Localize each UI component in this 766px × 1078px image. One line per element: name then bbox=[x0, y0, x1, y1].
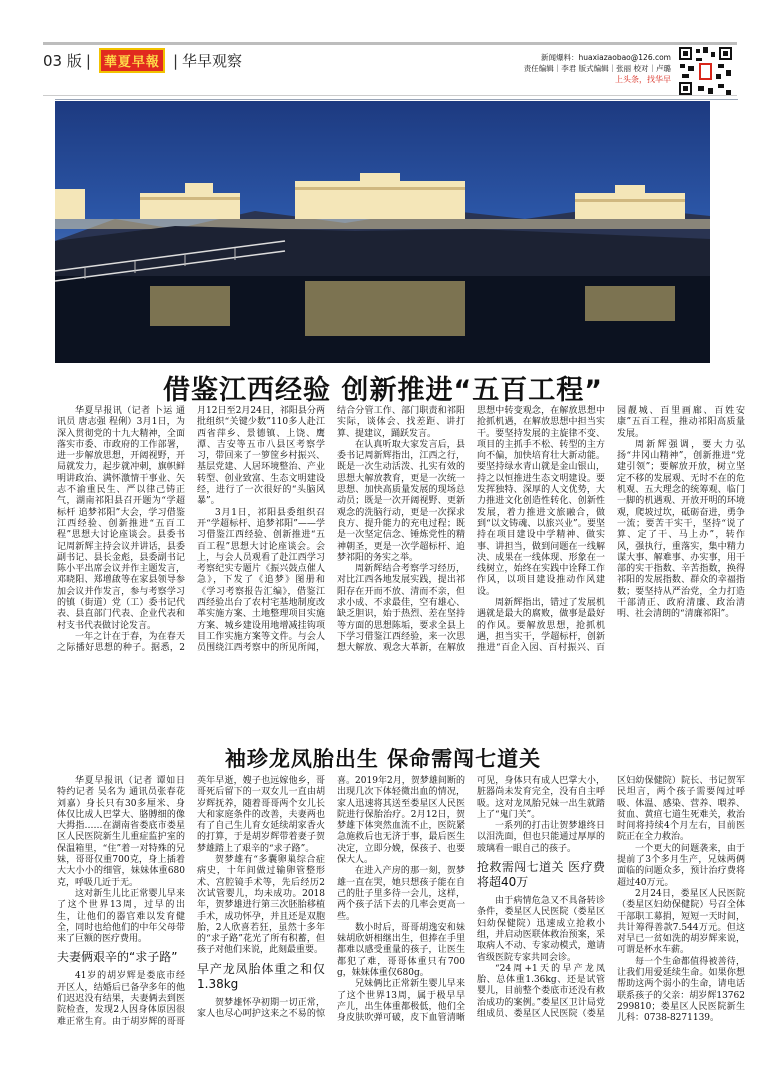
paragraph: 由于病情危急又不具备转诊条件，娄星区人民医院（娄星区妇幼保健院）迅速成立抢救小组，并启动医联体救治预案，采取病人不动、专家动模式，邀请省级医院专家共同会诊。 bbox=[477, 896, 605, 963]
subheading: 抢救需闯七道关 医疗费将超40万 bbox=[477, 860, 605, 890]
top-rule bbox=[43, 42, 737, 45]
paragraph: “24周+1天的早产龙凤胎、总体重1.36kg、还是试管婴儿，目前整个娄底市还没有救治成功的案例。”娄星区卫计局党组成员、娄星区人民医院（娄星区妇幼保健院）院长、书记贺军民坦言，两个孩子需要闯过呼吸、体温、感染、营养、喂养、贫血、黄疸七道生死难关，救治时间将持续4个月左右，目前医院正在全力救治。 bbox=[477, 776, 745, 1020]
paragraph: 每一个生命都值得被善待，让我们用爱延续生命。如果你想帮助这两个弱小的生命，请电话联系孩子的父亲：胡岁辉13762299810；娄星区人民医院新生儿科：0738-8271139。 bbox=[617, 956, 745, 1024]
article-2-body bbox=[57, 776, 745, 1076]
paragraph: 这对新生儿比正常婴儿早来了这个世界13周，过早的出生，让他们的器官难以发育健全，同时也给他们的中年父母带来了巨额的医疗费用。 bbox=[57, 888, 185, 945]
divider: | bbox=[172, 51, 178, 70]
slogan: 上头条，找华早 bbox=[615, 75, 671, 84]
subheading: 夫妻俩艰辛的“求子路” bbox=[57, 950, 178, 965]
paragraph: 2月24日，娄星区人民医院（娄星区妇幼保健院）号召全体干部职工募捐，短短一天时间，共计筹得善款7.544万元。但这对早已一贫如洗的胡岁辉来说，可谓是杯水车薪。 bbox=[617, 888, 745, 956]
paragraph: 在进入产房的那一刻，贺梦雄一直在哭，她只想孩子能在自己的肚子里多待一会儿，这样，两个孩子活下去的几率会更高一些。 bbox=[337, 866, 465, 922]
page-header bbox=[43, 48, 242, 73]
header-rule bbox=[55, 99, 738, 100]
paragraph: 3月1日，祁阳县委组织召开“学超标杆、追梦祁阳”——学习借鉴江西经验、创新推进“五百工程”思想大讨论座谈会。会上，与会人员观看了赴江西学习考察纪实专题片《振兴鼓点催人急》，下发了《追梦》图册和《学习考察报告汇编》，借鉴江西经验出台了农村宅基地制度改革实施方案、土地整理项目实施方案、城乡建设用地增减挂钩项目工作实施方案等文件。与会人员围绕江西考察中的所见所闻，结合分管工作、部门职责和祁阳实际，谈体会、找差距、讲打算、提建议，踊跃发言。 bbox=[197, 406, 465, 654]
header-rule bbox=[43, 95, 737, 96]
article-1-headline: 借鉴江西经验 创新推进“五百工程” bbox=[163, 375, 603, 406]
paragraph: 一年之计在于春，为在春天之际播好思想的种子。据悉，2月12日至2月24日，祁阳县分两批组织“关键少数”110多人赴江西省萍乡、景德镇、上饶、鹰潭、吉安等五市八县区考察学习，带回来了一箩筐乡村振兴、基层党建、人居环境整治、产业转型、创业致富、生态文明建设经，进行了一次很好的“头脑风暴”。 bbox=[57, 406, 325, 654]
newspaper-logo: 華夏早報 bbox=[99, 48, 165, 73]
paragraph: 贺梦雄有“多囊卵巢综合症病史，十年间做过输卵管整形术、宫腔镜手术等，先后经历2次试管婴儿，均未成功。2018年，贺梦雄进行第三次胚胎移植手术，成功怀孕，并且还是双胞胎，2人欣喜若狂，虽然十多年的“求子路”花光了所有积蓄，但孩子对他们来说，此刻最重要。 bbox=[197, 855, 325, 956]
paragraph: 兄妹俩比正常新生婴儿早来了这个世界13周，属于极早早产儿，出生体重都极低，他们全身皮肤吹弹可破，皮下血管清晰可见，身体只有成人巴掌大小，脏器尚未发育完全，没有自主呼吸。这对龙凤胎兄妹一出生就踏上了“鬼门关”。 bbox=[337, 776, 605, 1024]
qr-code-icon bbox=[678, 46, 733, 96]
paragraph: 41岁的胡岁辉是娄底市经开区人，结婚后已备孕多年的他们迟迟没有结果，夫妻俩去到医院检查，发现2人因身体原因很难正常生育。由于胡岁辉的哥哥英年早逝，嫂子也远嫁他乡，哥哥死后留下的一双女儿一直由胡岁辉抚养，随着哥哥两个女儿长大和家庭条件的改善，夫妻两也有了自己生儿育女延续胡家香火的打算，于是胡岁辉带着妻子贺梦雄踏上了艰辛的“求子路”。 bbox=[57, 776, 325, 1027]
paragraph: 在认真听取大家发言后，县委书记周新辉指出，江西之行，既是一次生动活泼、扎实有效的思想大解放教育，更是一次统一思想、加快高质量发展的现场总动员；既是一次开阔视野、更新观念的洗脑行动，更是一次探求良方、提升能力的充电过程；既是一次坚定信念、锤炼党性的精神朝圣，更是一次学超标杆、追梦祁阳的务实之举。 bbox=[337, 439, 465, 563]
subheading: 早产龙凤胎体重之和仅1.38kg bbox=[197, 961, 325, 991]
page-number: 03 版 bbox=[43, 52, 82, 70]
article-2-headline: 袖珍龙凤胎出生 保命需闯七道关 bbox=[224, 747, 542, 771]
paragraph: 一系列的打击让贺梦雄终日以泪洗面，但也只能通过厚厚的玻璃看一眼自己的孩子。 bbox=[477, 821, 605, 854]
paragraph: 数小时后，哥哥胡逸安和妹妹胡欣妍相继出生，但捧在手里都难以感受重量的孩子，让医生都犯了难，哥哥体重只有700g，妹妹体重仅680g。 bbox=[337, 922, 465, 979]
night-plaza-photo bbox=[55, 101, 710, 363]
paragraph: 贺梦雄怀孕初期一切正常，家人也尽心呵护这来之不易的惊喜。2019年2月，贺梦雄间断的出现几次下体轻微出血的情况，家人迅速将其送至娄星区人民医院进行保胎治疗。2月12日，贺梦雄下体突然血流不止，医院紧急施救后也无济于事，最后医生决定，立即分娩，保孩子、也要保大人。 bbox=[197, 776, 465, 1020]
photo-scene bbox=[55, 101, 710, 363]
editor-credits: 责任编辑｜李君 版式编辑｜张丽 校对｜卢璐 bbox=[523, 64, 671, 73]
section-name: 华早观察 bbox=[182, 52, 243, 70]
paragraph: 一个更大的问题袭来，由于提前了3个多月生产，兄妹两俩面临的问题众多，预计治疗费将超过40万元。 bbox=[617, 843, 745, 888]
news-tip-email: 新闻爆料：huaxiazaobao@126.com bbox=[540, 53, 671, 62]
paragraph: 华夏早报讯（记者 卜运 通讯员 唐志强 程俐）3月1日，为深入贯彻党的十九大精神，全面落实市委、市政府的工作部署，进一步解放思想，开阔视野，开局就发力，起步就冲刺，旗帜鲜明讲政治、满怀激情干事业、矢志不渝重民生、严以律己铸正气，湖南祁阳县召开题为“学超标杆 追梦祁阳”大会，学习借鉴江西经验、创新推进“五百工程”思想大讨论座谈会。县委书记周新辉主持会议并讲话，县委副书记、县长金彪，县委副书记陈小平出席会议并作主题发言，邓晓阳、郑增啟等在家县领导参加会议并作发言，参与考察学习的镇（街道）党（工）委书记代表、县直部门代表、企业代表和村支书代表做讨论发言。 bbox=[57, 406, 185, 631]
divider: | bbox=[85, 51, 91, 70]
header-credits bbox=[524, 52, 671, 85]
paragraph: 华夏早报讯（记者 谭如日 特约记者 吴名为 通讯员张春花 刘嘉）身长只有30多厘米、身体仅比成人巴掌大、胳膊细的像大拇指……在湖南省娄底市娄星区人民医院新生儿重症监护室的保温箱里，“住”着一对特殊的兄妹，哥哥仅重700克，身上插着大大小小的细管，妹妹体重680克，呼吸几近于无。 bbox=[57, 776, 185, 888]
article-1-body bbox=[57, 406, 745, 746]
paragraph: 周新辉强调，要大力弘扬“井冈山精神”，创新推进“党建引领”；要解放开放，树立坚定不移的发展观、无时不在的危机观、五大理念的统筹观、临门一脚的机遇观、开放开明的环境观，爬坡过坎，砥砺奋进，勇争一流；要苦干实干，坚持“说了算、定了干、马上办”，转作风，强执行，重落实，集中精力谋大事、解难事、办实事，用干部的实干指数、辛苦指数，换得祁阳的发展指数、群众的幸福指数；要坚持从严治党，全力打造干部清正、政府清廉、政治清明、社会清朗的“清廉祁阳”。 bbox=[617, 439, 745, 620]
paragraph: 周新辉结合考察学习经历，对比江西各地发展实践，提出祁阳存在开而不放、清而不亲，但求小成、不求最佳，空有雄心、缺乏胆识，始于热烈、差在坚持等方面的思想陈垢，要求全县上下学习借鉴江西经验，来一次思想大解放、观念大革新，在解放思想中转变观念，在解放思想中抢抓机遇，在解放思想中担当实干。要坚持发展的主旋律不变、项目的主抓手不松、转型的主方向不偏，加快培育壮大新动能。要坚持绿水青山就是金山银山，持之以恒推进生态文明建设。要发挥独特、深厚的人文优势，大力推进文化创造性转化、创新性发展，着力推进文旅融合，做到“以文铸魂、以旅兴业”。要坚持在项目建设中学精神、做实事、讲担当，做到问题在一线解决、成果在一线体现、形象在一线树立，始终在实践中诠释工作作风，以项目建设推动作风建设。 bbox=[337, 406, 605, 654]
paragraph: 周新辉指出，错过了发展机遇就是最大的腐败，做事是最好的作风。要解放思想，抢抓机遇，担当实干，学超标杆，创新推进“百企入园、百村振兴、百园靓城、百里画廊、百姓安康”五百工程，推动祁阳高质量发展。 bbox=[477, 406, 745, 654]
